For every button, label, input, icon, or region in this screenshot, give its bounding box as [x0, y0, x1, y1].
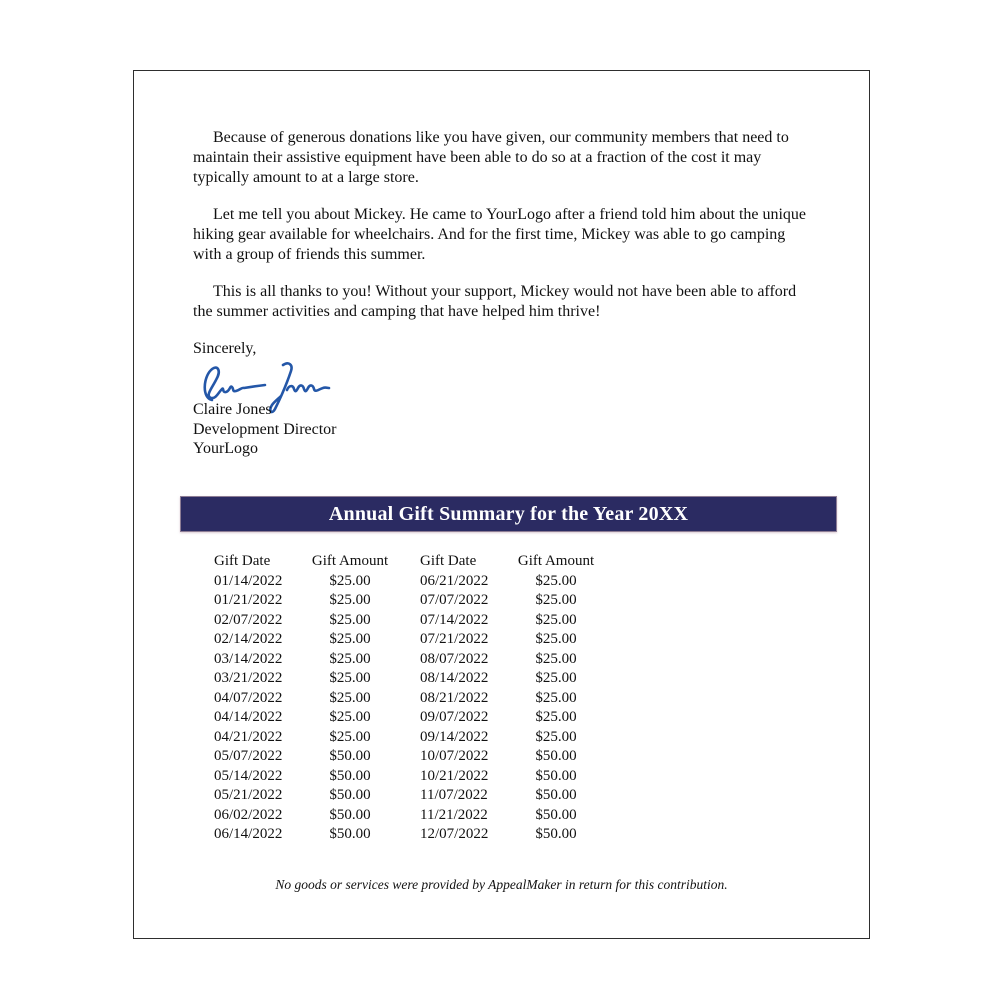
gift-date-cell: 11/21/2022 — [420, 806, 488, 823]
gift-date-cell: 11/07/2022 — [420, 787, 488, 803]
gift-amount-cell: $25.00 — [535, 572, 577, 589]
gift-date-cell: 03/14/2022 — [214, 650, 283, 667]
signer-title: Development Director — [193, 420, 337, 438]
gift-amount-cell: $25.00 — [535, 709, 577, 725]
gift-date-cell: 02/14/2022 — [214, 631, 283, 647]
column-gap — [398, 786, 420, 806]
table-row — [214, 669, 604, 689]
letter-paragraph: Because of generous donations like you have given, our community members that need to maintain their assistive equipment have been able to do so at a fraction of the cost it may typically amount to at a large store. — [193, 129, 789, 186]
gift-amount-cell: $50.00 — [329, 806, 371, 823]
gift-amount-cell: $25.00 — [535, 611, 577, 628]
table-row — [214, 591, 604, 611]
gift-date-cell: 12/07/2022 — [420, 826, 489, 842]
gift-date-cell: 06/21/2022 — [420, 572, 489, 589]
gift-date-cell: 10/07/2022 — [420, 748, 489, 764]
gift-date-cell: 05/21/2022 — [214, 787, 283, 803]
gift-summary-banner — [180, 496, 837, 532]
column-gap — [398, 708, 420, 728]
gift-date-cell: 08/07/2022 — [420, 650, 489, 667]
gift-date-cell: 01/14/2022 — [214, 572, 283, 589]
gift-amount-cell: $25.00 — [329, 709, 371, 725]
gift-amount-cell: $25.00 — [329, 728, 371, 745]
column-gap — [398, 747, 420, 767]
table-row — [214, 825, 604, 845]
column-header-gift-amount: Gift Amount — [517, 553, 595, 569]
gift-date-cell: 03/21/2022 — [214, 670, 283, 686]
gift-amount-cell: $50.00 — [329, 748, 371, 764]
letter-paragraph: This is all thanks to you! Without your support, Mickey would not have been able to afford the summer activities and camping that have helped him thrive! — [193, 283, 797, 320]
gift-date-cell: 07/07/2022 — [420, 592, 489, 608]
letter-page — [133, 70, 870, 939]
column-gap — [398, 630, 420, 650]
gift-date-cell: 01/21/2022 — [214, 592, 283, 608]
letter-paragraph: Let me tell you about Mickey. He came to YourLogo after a friend told him about the unique hiking gear available for wheelchairs. And for the first time, Mickey was able to go camping with a group of friends this summer. — [193, 206, 807, 263]
gift-amount-cell: $25.00 — [535, 689, 577, 706]
gift-amount-cell: $25.00 — [329, 650, 371, 667]
gift-date-cell: 06/14/2022 — [214, 826, 283, 842]
gift-date-cell: 06/02/2022 — [214, 806, 283, 823]
gift-table-body — [214, 572, 604, 845]
gift-date-cell: 04/07/2022 — [214, 689, 283, 706]
table-row — [214, 747, 604, 767]
gift-amount-cell: $25.00 — [329, 631, 371, 647]
column-gap — [398, 669, 420, 689]
gift-date-cell: 04/21/2022 — [214, 728, 283, 745]
letter-body — [134, 71, 869, 459]
gift-summary-banner-title: Annual Gift Summary for the Year 20XX — [328, 502, 689, 525]
table-row — [214, 806, 604, 826]
column-gap — [398, 591, 420, 611]
signer-name: Claire Jones — [193, 401, 272, 418]
gift-amount-cell: $25.00 — [535, 670, 577, 686]
gift-date-cell: 02/07/2022 — [214, 611, 283, 628]
table-row — [214, 572, 604, 592]
column-gap — [398, 552, 420, 572]
table-row — [214, 650, 604, 670]
table-row — [214, 767, 604, 787]
gift-amount-cell: $25.00 — [329, 689, 371, 706]
gift-date-cell: 07/14/2022 — [420, 611, 489, 628]
gift-amount-cell: $25.00 — [329, 611, 371, 628]
gift-amount-cell: $25.00 — [329, 592, 371, 608]
gift-date-cell: 09/14/2022 — [420, 728, 489, 745]
gift-amount-cell: $25.00 — [535, 631, 577, 647]
gift-date-cell: 05/07/2022 — [214, 748, 283, 764]
gift-amount-cell: $25.00 — [329, 572, 371, 589]
gift-amount-cell: $50.00 — [329, 787, 371, 803]
column-gap — [398, 689, 420, 709]
gift-amount-cell: $25.00 — [535, 650, 577, 667]
column-header-gift-amount: Gift Amount — [311, 553, 389, 569]
column-header-gift-date: Gift Date — [420, 553, 477, 569]
gift-table-section — [214, 552, 604, 845]
gift-date-cell: 08/21/2022 — [420, 689, 489, 706]
table-row — [214, 708, 604, 728]
signer-block — [193, 400, 809, 459]
table-row — [214, 630, 604, 650]
column-gap — [398, 767, 420, 787]
table-row — [214, 689, 604, 709]
letter-closing: Sincerely, — [193, 340, 257, 357]
table-row — [214, 611, 604, 631]
gift-amount-cell: $25.00 — [535, 592, 577, 608]
signer-organization: YourLogo — [193, 440, 259, 457]
column-gap — [398, 650, 420, 670]
gift-amount-cell: $50.00 — [329, 826, 371, 842]
gift-amount-cell: $50.00 — [535, 748, 577, 764]
column-gap — [398, 728, 420, 748]
gift-amount-cell: $50.00 — [535, 767, 577, 784]
column-gap — [398, 806, 420, 826]
column-gap — [398, 825, 420, 845]
gift-amount-cell: $50.00 — [535, 787, 577, 803]
gift-amount-cell: $50.00 — [535, 826, 577, 842]
column-gap — [398, 572, 420, 592]
gift-date-cell: 04/14/2022 — [214, 709, 283, 725]
gift-amount-cell: $25.00 — [535, 728, 577, 745]
gift-date-cell: 05/14/2022 — [214, 767, 283, 784]
table-row — [214, 728, 604, 748]
column-gap — [398, 611, 420, 631]
footer-note: No goods or services were provided by AppealMaker in return for this contribution. — [275, 877, 728, 892]
gift-table-header-row — [214, 552, 604, 572]
gift-date-cell: 09/07/2022 — [420, 709, 489, 725]
gift-amount-cell: $50.00 — [329, 767, 371, 784]
column-header-gift-date: Gift Date — [214, 553, 271, 569]
table-row — [214, 786, 604, 806]
gift-amount-cell: $25.00 — [329, 670, 371, 686]
gift-amount-cell: $50.00 — [535, 806, 577, 823]
gift-date-cell: 10/21/2022 — [420, 767, 489, 784]
gift-table — [214, 552, 604, 845]
gift-date-cell: 08/14/2022 — [420, 670, 489, 686]
gift-date-cell: 07/21/2022 — [420, 631, 489, 647]
